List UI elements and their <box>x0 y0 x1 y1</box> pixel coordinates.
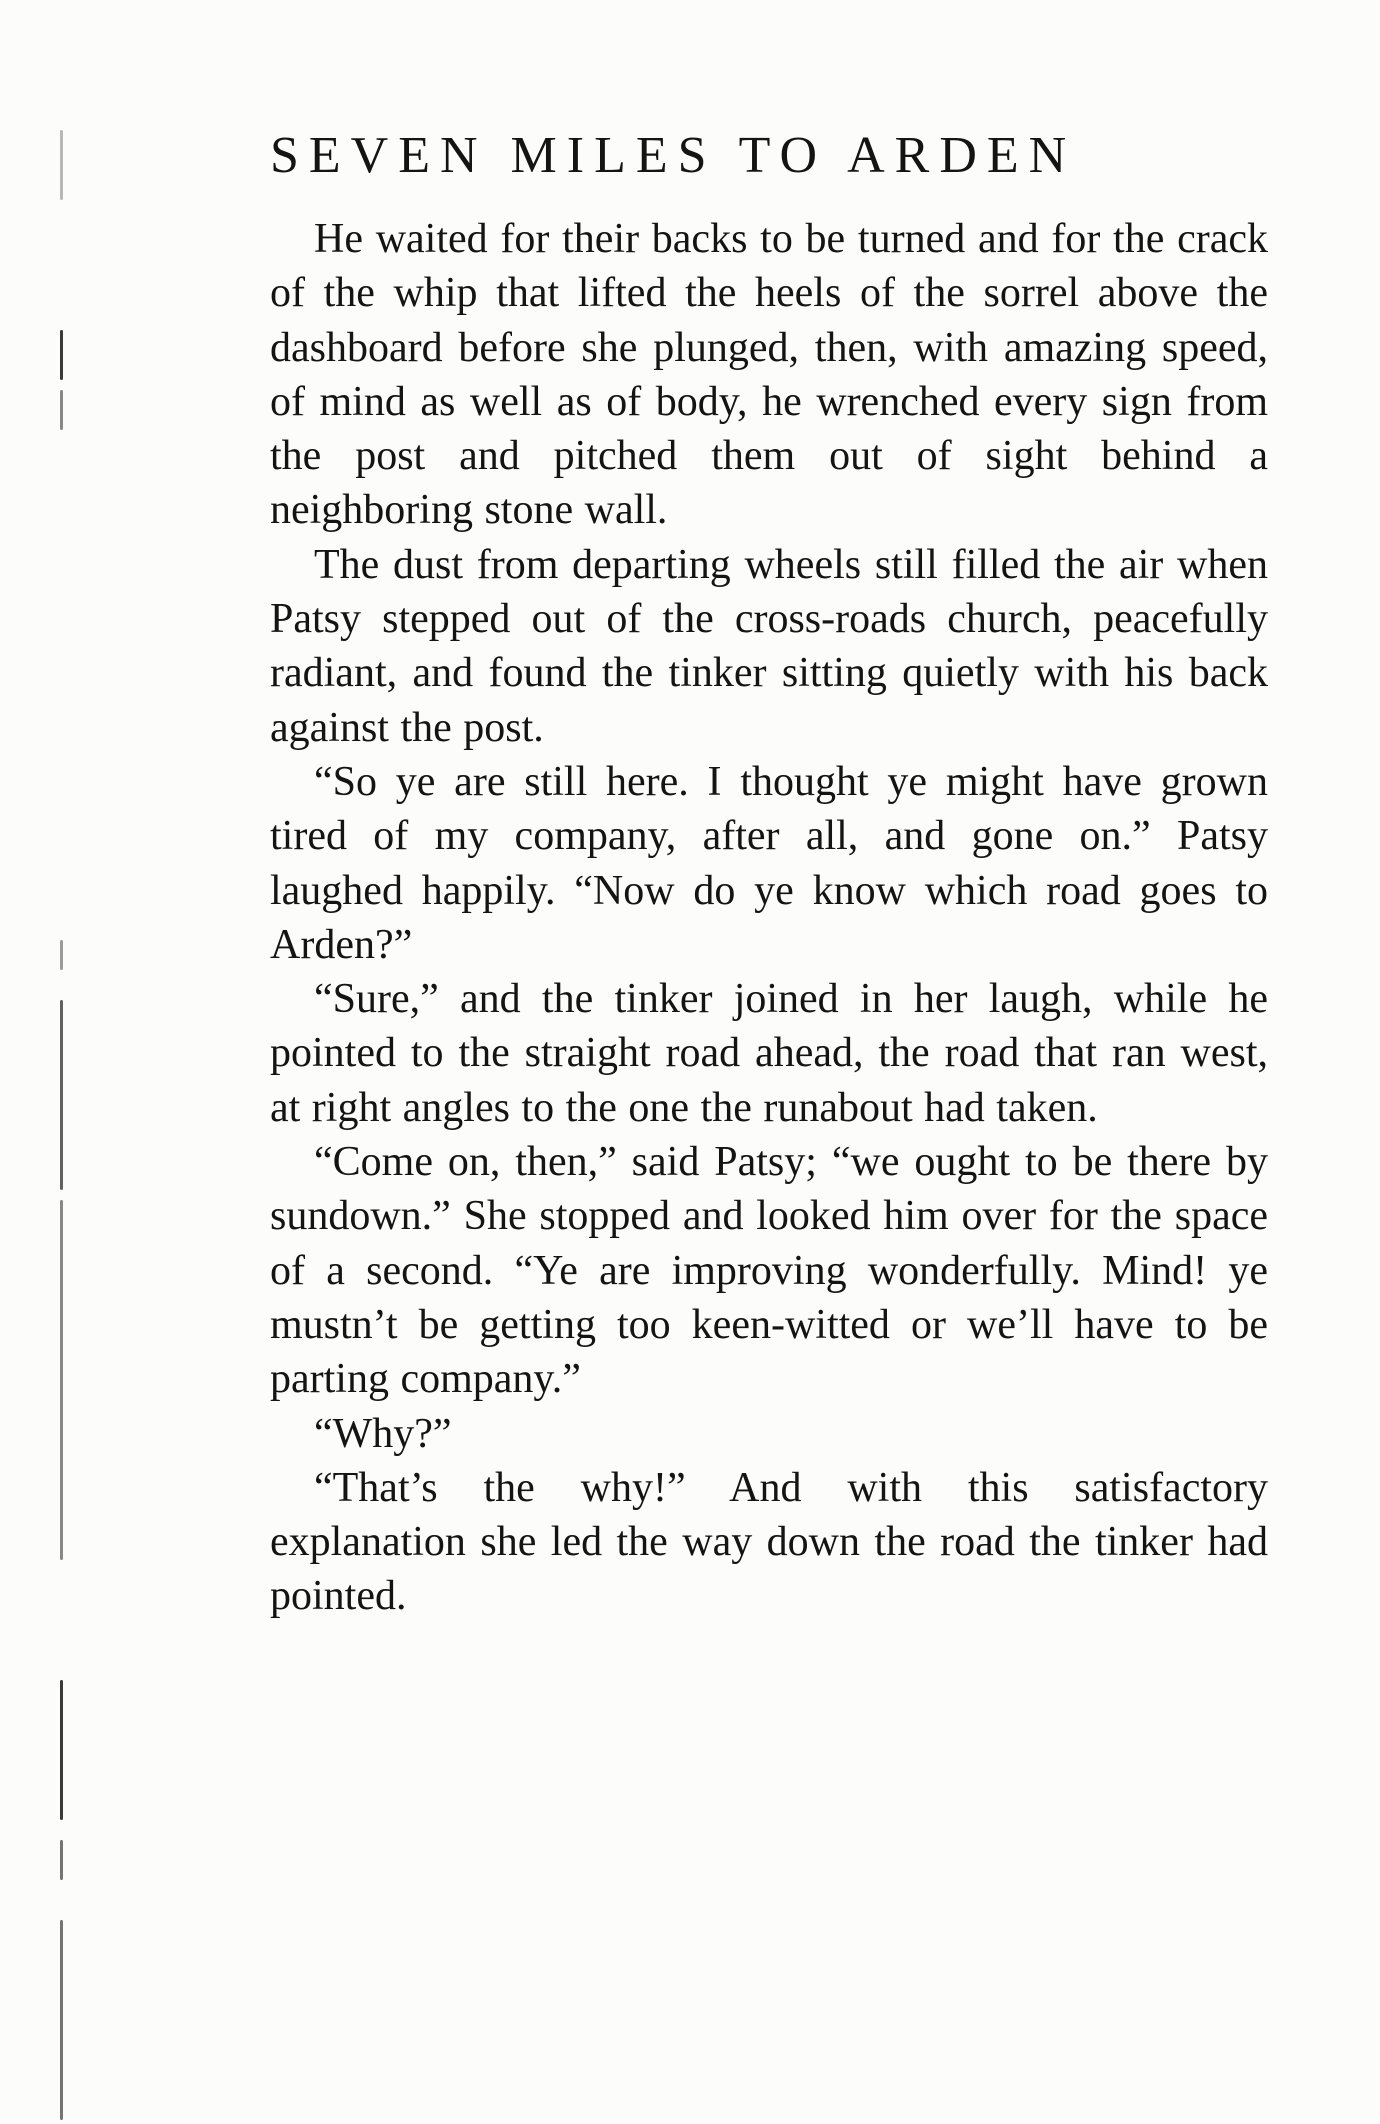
page-body <box>270 212 1268 1624</box>
page-binding-edge <box>58 0 68 2124</box>
paragraph: He waited for their backs to be turned and for the crack of the whip that lifted the heels of the sorrel above the dashboard before she plunged, then, with amazing speed, of mind as well as of body, he wrenched every sign from the post and pitched them out of sight behind a neighboring stone wall. <box>270 216 1268 534</box>
paragraph: “So ye are still here. I thought ye might have grown tired of my company, after all, and gone on.” Patsy laughed happily. “Now do ye know which road goes to Arden?” <box>270 758 1268 968</box>
paragraph: “Sure,” and the tinker joined in her laugh, while he pointed to the straight road ahead, the road that ran west, at right angles to the one the runabout had taken. <box>270 976 1268 1131</box>
paragraph: “Why?” <box>314 1410 452 1457</box>
running-header: SEVEN MILES TO ARDEN <box>270 127 1077 184</box>
paragraph: “Come on, then,” said Patsy; “we ought to be there by sundown.” She stopped and looked him over for the space of a second. “Ye are improving wonderfully. Mind! ye mustn’t be getting too keen-witted or we’ll have to be parting company.” <box>270 1139 1268 1403</box>
paragraph: The dust from departing wheels still filled the air when Patsy stepped out of the cross-roads church, peacefully radiant, and found the tinker sitting quietly with his back against the post. <box>270 541 1268 751</box>
paragraph: “That’s the why!” And with this satisfactory explanation she led the way down the road the tinker had pointed. <box>270 1464 1268 1620</box>
